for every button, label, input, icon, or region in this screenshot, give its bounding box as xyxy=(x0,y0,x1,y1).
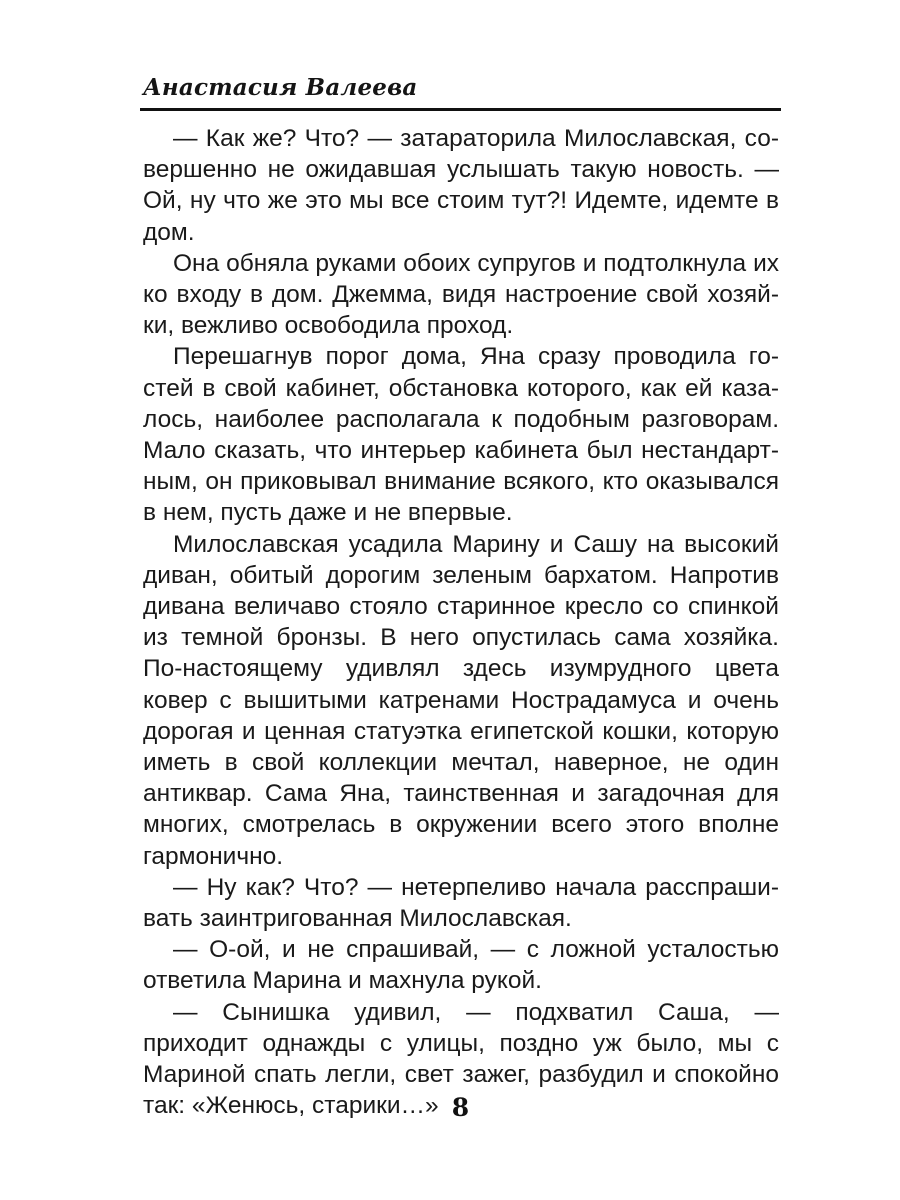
paragraph: — О-ой, и не спрашивай, — с ложной усталостью ответила Марина и махнула рукой. xyxy=(143,936,779,995)
paragraph: Перешагнув порог дома, Яна сразу проводила гостей в свой кабинет, обстановка которого, как ей казалось, наиболее располагала к подобным разговорам. Мало сказать, что интерьер кабинета был нестандартным, он приковывал внимание всякого, кто оказывался в нем, пусть даже и не впервые. xyxy=(143,343,779,527)
text-body xyxy=(143,123,779,1122)
header-rule xyxy=(140,108,781,111)
paragraph: — Как же? Что? — затараторила Милославская, совершенно не ожидавшая услышать такую новость. — Ой, ну что же это мы все стоим тут?! Идемте, идемте в дом. xyxy=(143,125,779,246)
paragraph: — Сынишка удивил, — подхватил Саша, — приходит однажды с улицы, поздно уж было, мы с Мариной спать легли, свет зажег, разбудил и спокойно так: «Женюсь, старики…» xyxy=(143,998,779,1120)
paragraph: Она обняла руками обоих супругов и подтолкнула их ко входу в дом. Джемма, видя настроение свой хозяйки, вежливо освободила проход. xyxy=(143,249,779,340)
running-head-author: Анастасия Валеева xyxy=(143,74,418,101)
paragraph: Милославская усадила Марину и Сашу на высокий диван, обитый дорогим зеленым бархатом. Напротив дивана величаво стояло старинное кресло со спинкой из темной бронзы. В него опустилась сама хозяйка. По-настоящему удивлял здесь изумрудного цвета ковер с вышитыми катренами Нострадамуса и очень дорогая и ценная статуэтка египетской кошки, которую иметь в свой коллекции мечтал, наверное, не один антиквар. Сама Яна, таинственная и загадочная для многих, смотрелась в окружении всего этого вполне гармонично. xyxy=(143,530,779,870)
paragraph: — Ну как? Что? — нетерпеливо начала расспрашивать заинтригованная Милославская. xyxy=(143,873,779,933)
page-number: 8 xyxy=(451,1093,470,1122)
